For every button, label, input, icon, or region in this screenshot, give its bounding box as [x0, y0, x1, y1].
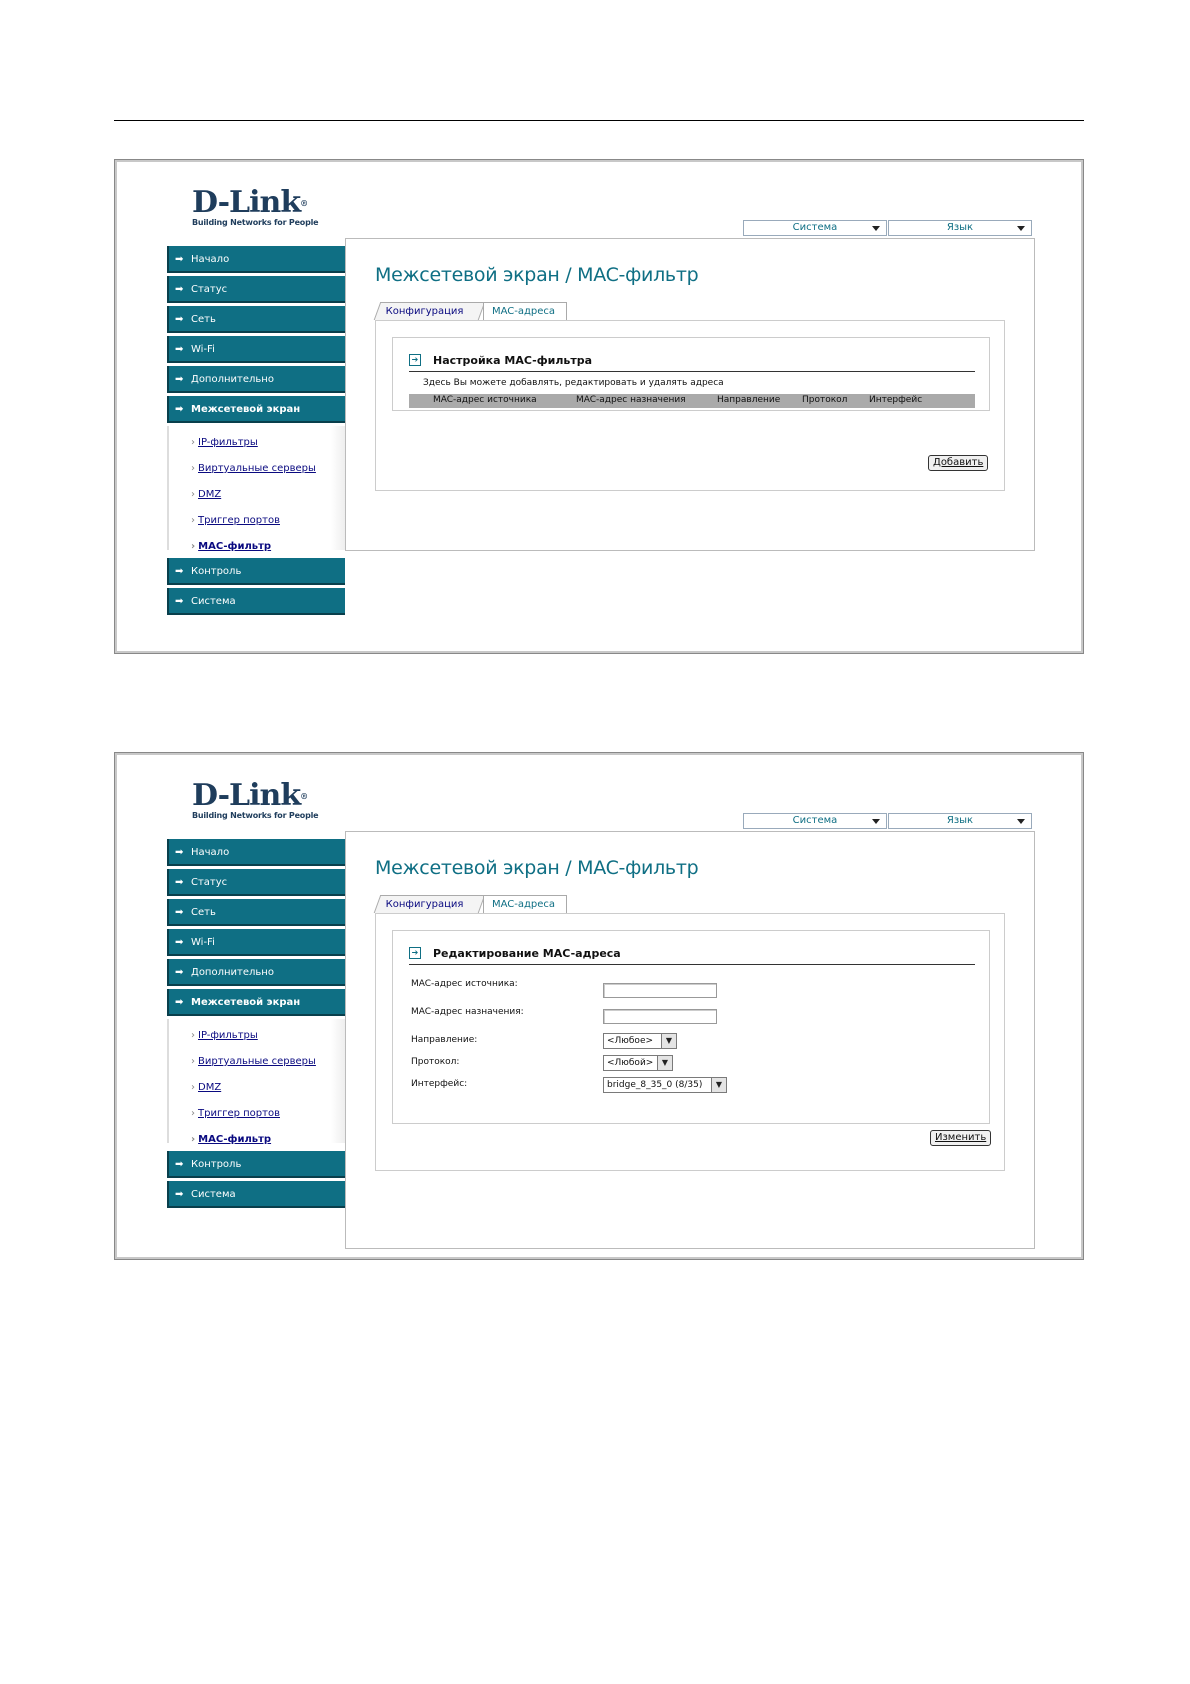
chevron-down-icon	[872, 226, 880, 231]
firewall-submenu	[167, 1019, 345, 1143]
arrow-right-icon: ➡	[175, 374, 184, 385]
logo-reg: ®	[300, 791, 308, 801]
submenu-ip-filters[interactable]: › IP-фильтры	[191, 437, 258, 448]
sidebar-item-control[interactable]	[167, 1151, 345, 1178]
submenu-label: Триггер портов	[198, 515, 280, 526]
arrow-right-icon: ➡	[175, 967, 184, 978]
interface-value: bridge_8_35_0 (8/35)	[607, 1080, 703, 1090]
submenu-port-trigger[interactable]: › Триггер портов	[191, 515, 280, 526]
sidebar-item-label: Сеть	[191, 907, 216, 918]
sidebar-item-wifi[interactable]	[167, 929, 345, 956]
submenu-mac-filter[interactable]: › MAC-фильтр	[191, 541, 272, 552]
tab-label: MAC-адреса	[492, 306, 556, 317]
sidebar-item-status[interactable]	[167, 276, 345, 303]
dlink-logo	[192, 778, 319, 820]
sidebar-item-system[interactable]	[167, 588, 345, 615]
sidebar-item-firewall[interactable]	[167, 989, 345, 1016]
src-mac-input[interactable]	[603, 983, 717, 998]
chevron-down-icon	[1017, 226, 1025, 231]
sidebar-item-advanced[interactable]	[167, 959, 345, 986]
submenu-mac-filter[interactable]: › MAC-фильтр	[191, 1134, 272, 1145]
page-title: Межсетевой экран / MAC-фильтр	[375, 264, 699, 286]
protocol-value: <Любой>	[607, 1058, 654, 1068]
sidebar-item-label: Дополнительно	[191, 374, 274, 385]
arrow-right-icon: ➡	[175, 1189, 184, 1200]
arrow-right-icon: ➡	[175, 404, 184, 415]
submenu-label: IP-фильтры	[198, 437, 258, 448]
sidebar-menu	[167, 839, 345, 1211]
dst-mac-label: MAC-адрес назначения:	[411, 1007, 524, 1017]
language-dropdown-label: Язык	[946, 222, 974, 233]
tab-configuration[interactable]	[374, 895, 486, 913]
sidebar-item-control[interactable]	[167, 558, 345, 585]
arrow-right-icon: ➡	[175, 284, 184, 295]
screenshot-mac-edit	[114, 752, 1084, 1260]
direction-select[interactable]	[603, 1033, 677, 1049]
arrow-right-icon: ➡	[175, 314, 184, 325]
sidebar-item-label: Статус	[191, 284, 228, 295]
submenu-virtual-servers[interactable]: › Виртуальные серверы	[191, 1056, 316, 1067]
tab-label: MAC-адреса	[492, 899, 556, 910]
sidebar-item-label: Контроль	[191, 566, 242, 577]
sidebar-item-home[interactable]	[167, 839, 345, 866]
sidebar-item-label: Межсетевой экран	[191, 997, 301, 1008]
sidebar-item-label: Статус	[191, 877, 228, 888]
sidebar-item-label: Система	[191, 596, 236, 607]
system-dropdown[interactable]	[743, 220, 887, 236]
column-protocol: Протокол	[802, 395, 848, 405]
submenu-port-trigger[interactable]: › Триггер портов	[191, 1108, 280, 1119]
submenu-label: DMZ	[198, 489, 222, 500]
direction-value: <Любое>	[607, 1036, 654, 1046]
system-dropdown-label: Система	[792, 222, 838, 233]
arrow-right-icon: ➡	[175, 596, 184, 607]
chevron-down-icon	[1017, 819, 1025, 824]
chevron-down-icon: ▼	[661, 1034, 676, 1048]
dlink-logo	[192, 185, 319, 227]
system-dropdown[interactable]	[743, 813, 887, 829]
firewall-submenu	[167, 426, 345, 550]
submenu-virtual-servers[interactable]: › Виртуальные серверы	[191, 463, 316, 474]
section-heading-text: Редактирование MAC-адреса	[433, 947, 621, 960]
sidebar-item-label: Дополнительно	[191, 967, 274, 978]
interface-select[interactable]	[603, 1077, 727, 1093]
arrow-right-icon: ➡	[175, 877, 184, 888]
mac-filter-section	[392, 337, 990, 411]
sidebar-item-label: Wi-Fi	[191, 344, 215, 355]
sidebar-item-label: Wi-Fi	[191, 937, 215, 948]
tab-mac-addresses[interactable]	[483, 895, 567, 913]
page-top-rule	[114, 120, 1084, 121]
sidebar-item-advanced[interactable]	[167, 366, 345, 393]
submenu-label: MAC-фильтр	[198, 541, 272, 552]
protocol-select[interactable]	[603, 1055, 673, 1071]
tab-panel	[375, 320, 1005, 491]
chevron-down-icon: ▼	[657, 1056, 672, 1070]
protocol-label: Протокол:	[411, 1057, 460, 1067]
section-heading	[409, 947, 975, 965]
submenu-ip-filters[interactable]: › IP-фильтры	[191, 1030, 258, 1041]
tab-mac-addresses[interactable]	[483, 302, 567, 320]
sidebar-item-label: Сеть	[191, 314, 216, 325]
page-title: Межсетевой экран / MAC-фильтр	[375, 857, 699, 879]
sidebar-item-wifi[interactable]	[167, 336, 345, 363]
sidebar-item-status[interactable]	[167, 869, 345, 896]
mac-edit-section	[392, 930, 990, 1124]
dst-mac-input[interactable]	[603, 1009, 717, 1024]
section-heading	[409, 354, 975, 372]
column-interface: Интерфейс	[869, 395, 923, 405]
arrow-right-icon: ➡	[175, 566, 184, 577]
system-dropdown-label: Система	[792, 815, 838, 826]
sidebar-item-label: Межсетевой экран	[191, 404, 301, 415]
language-dropdown[interactable]	[888, 813, 1032, 829]
sidebar-item-firewall[interactable]	[167, 396, 345, 423]
submenu-label: Виртуальные серверы	[198, 1056, 316, 1067]
chevron-down-icon	[872, 819, 880, 824]
sidebar-item-label: Начало	[191, 847, 230, 858]
arrow-box-icon: ➔	[409, 947, 421, 959]
logo-brand: D-Link	[192, 185, 301, 220]
logo-tagline: Building Networks for People	[192, 811, 319, 820]
submenu-label: Триггер портов	[198, 1108, 280, 1119]
arrow-right-icon: ➡	[175, 997, 184, 1008]
logo-reg: ®	[300, 198, 308, 208]
logo-tagline: Building Networks for People	[192, 218, 319, 227]
submenu-dmz[interactable]: › DMZ	[191, 489, 222, 500]
tab-label: Конфигурация	[385, 899, 464, 910]
tab-panel	[375, 913, 1005, 1171]
column-dst-mac: MAC-адрес назначения	[576, 395, 686, 405]
arrow-right-icon: ➡	[175, 937, 184, 948]
arrow-right-icon: ➡	[175, 344, 184, 355]
arrow-box-icon: ➔	[409, 354, 421, 366]
chevron-down-icon: ▼	[711, 1078, 726, 1092]
language-dropdown[interactable]	[888, 220, 1032, 236]
submenu-label: DMZ	[198, 1082, 222, 1093]
submenu-dmz[interactable]: › DMZ	[191, 1082, 222, 1093]
tab-label: Конфигурация	[385, 306, 464, 317]
arrow-right-icon: ➡	[175, 907, 184, 918]
add-button[interactable]: Добавить	[928, 455, 988, 471]
submenu-label: Виртуальные серверы	[198, 463, 316, 474]
interface-label: Интерфейс:	[411, 1079, 468, 1089]
sidebar-item-label: Система	[191, 1189, 236, 1200]
sidebar-item-network[interactable]	[167, 899, 345, 926]
column-src-mac: MAC-адрес источника	[433, 395, 537, 405]
arrow-right-icon: ➡	[175, 254, 184, 265]
screenshot-mac-list	[114, 159, 1084, 654]
sidebar-item-home[interactable]	[167, 246, 345, 273]
arrow-right-icon: ➡	[175, 847, 184, 858]
language-dropdown-label: Язык	[946, 815, 974, 826]
logo-brand: D-Link	[192, 778, 301, 813]
sidebar-item-system[interactable]	[167, 1181, 345, 1208]
submenu-label: MAC-фильтр	[198, 1134, 272, 1145]
sidebar-item-label: Начало	[191, 254, 230, 265]
direction-label: Направление:	[411, 1035, 478, 1045]
section-heading-text: Настройка MAC-фильтра	[433, 354, 593, 367]
column-direction: Направление	[717, 395, 781, 405]
section-description: Здесь Вы можете добавлять, редактировать и удалять адреса	[423, 378, 724, 388]
sidebar-item-label: Контроль	[191, 1159, 242, 1170]
change-button[interactable]: Изменить	[930, 1130, 991, 1146]
table-header	[409, 394, 975, 408]
sidebar-item-network[interactable]	[167, 306, 345, 333]
src-mac-label: MAC-адрес источника:	[411, 979, 518, 989]
tab-configuration[interactable]	[374, 302, 486, 320]
submenu-label: IP-фильтры	[198, 1030, 258, 1041]
arrow-right-icon: ➡	[175, 1159, 184, 1170]
sidebar-menu	[167, 246, 345, 618]
